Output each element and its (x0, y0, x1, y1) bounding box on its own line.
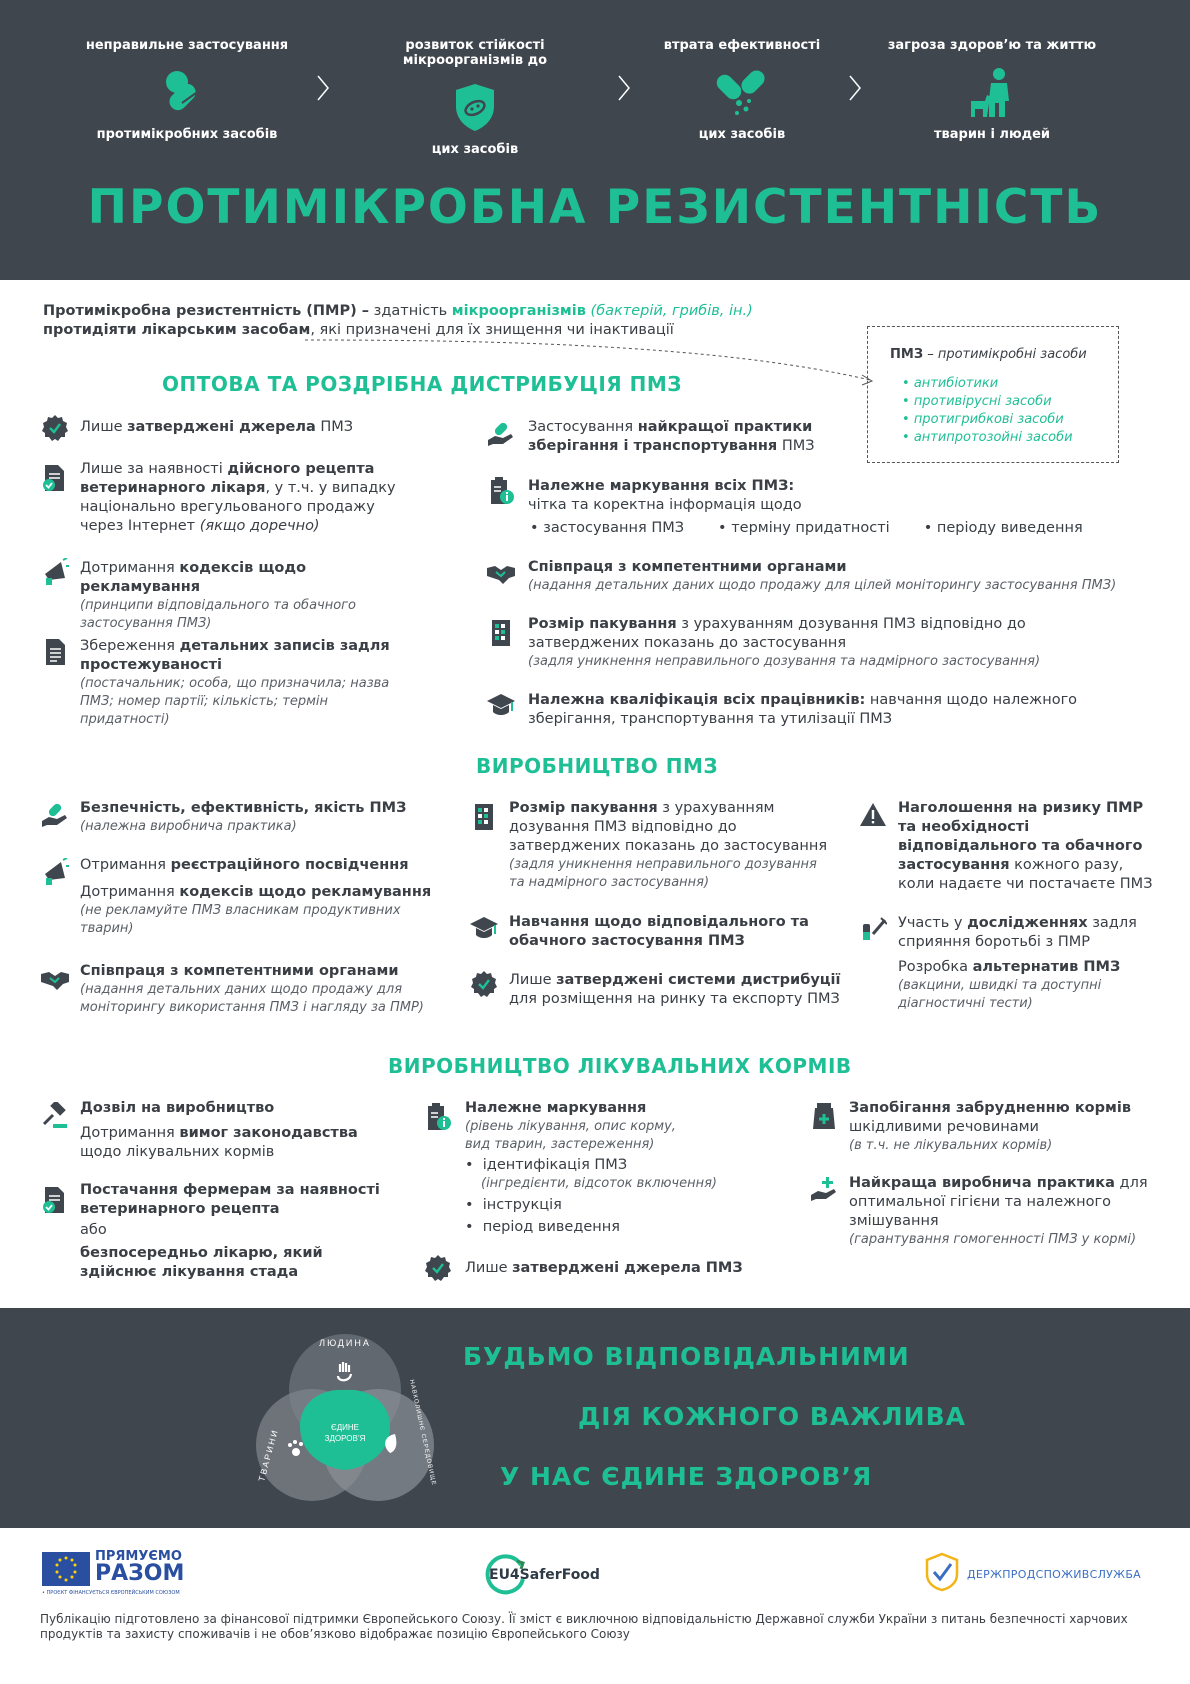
prod-col3-item-2-note: (вакцини, швидкі та доступні діагностичні тести) (898, 978, 1102, 1011)
hand-plus-icon (810, 1175, 838, 1203)
logo-pryamuemo-razom (42, 1549, 185, 1598)
feed-col3-item-2-note: (гарантування гомогенності ПМЗ у кормі) (849, 1232, 1137, 1247)
prod-col3-item-2: Участь у дослідженнях задля сприяння боротьбі з ПМР Розробка альтернатив ПМЗ (вакцини, швидкі та доступні діагностичні тести) (898, 914, 1168, 1013)
feed-col2-item-1-note: (рівень лікування, опис корму, вид тварин, застереження) (465, 1119, 676, 1152)
prod-col1-item-1-note: (належна виробнича практика) (80, 819, 297, 834)
dist-right-item-2-line: чітка та коректна інформація щодо (528, 497, 802, 513)
prod-col1-item-3-note: (надання детальних даних щодо продажу для моніторингу використання ПМЗ і нагляду за ПМР) (80, 982, 424, 1015)
dist-right-item-3: Співпраця з компетентними органами (надання детальних даних щодо продажу для цілей моніторингу застосування ПМЗ) (528, 558, 1168, 595)
label-info-icon (487, 477, 515, 505)
feed-col3-item-1-note: (в т.ч. не лікувальних кормів) (849, 1138, 1053, 1153)
handshake-icon (41, 964, 69, 992)
list-item: • антипротозойні засоби (902, 429, 1073, 447)
feed-col3-item-1: Запобігання забрудненню кормів шкідливими речовинами (в т.ч. не лікувальних кормів) (849, 1099, 1169, 1155)
prod-col1-item-3: Співпраця з компетентними органами (надання детальних даних щодо продажу для моніторингу використання ПМЗ і нагляду за ПМР) (80, 962, 460, 1017)
definition-bold: протидіяти лікарським засобам (43, 322, 311, 338)
definition-rest: , які призначені для їх знищення чи інактивації (310, 322, 674, 338)
shield-check-icon (925, 1552, 959, 1592)
definition-micro: мікроорганізмів (451, 303, 586, 319)
feed-col1-item-1: Дозвіл на виробництво Дотримання вимог законодавства щодо лікувальних кормів (80, 1099, 380, 1162)
prod-col2-item-1: Розмір пакування з урахуванням дозування ПМЗ відповідно до затверджених показань до застосування (задля уникнення неправильного дозування та надмірного застосування) (509, 800, 828, 890)
section-title-feed: ВИРОБНИЦТВО ЛІКУВАЛЬНИХ КОРМІВ (388, 1054, 852, 1078)
prod-col2-item-1-note: (задля уникнення неправильного дозування та надмірного застосування) (509, 857, 817, 890)
handshake-icon (487, 558, 515, 586)
broken-pill-icon (715, 65, 769, 119)
definition-text: здатність (369, 303, 452, 319)
logo-derzhprodspozhyvsluzhba (925, 1550, 1155, 1596)
feed-col1-item-1-line2: Дотримання вимог законодавства щодо лікувальних кормів (80, 1125, 358, 1160)
prod-col2-item-2: Навчання щодо відповідального та обачного застосування ПМЗ (509, 914, 809, 949)
venn-center-label-1: ЄДИНЕ (330, 1423, 360, 1432)
prod-col3-item-1: Наголошення на ризику ПМР та необхідності відповідального та обачного застосування кожного разу, коли надаєте чи постачаєте ПМЗ (898, 800, 1153, 892)
prod-col2-item-3: Лише затверджені системи дистрибуції для розміщення на ринку та експорту ПМЗ (509, 972, 841, 1007)
definition-micro-note: (бактерій, грибів, ін.) (585, 303, 753, 319)
definition-term: Протимікробна резистентність (ПМР) – (43, 303, 370, 319)
flow-step-3-top: втрата ефективності (663, 38, 821, 53)
one-health-venn-diagram (250, 1330, 440, 1515)
flow-step-1 (57, 38, 317, 142)
section-title-production: ВИРОБНИЦТВО ПМЗ (476, 754, 719, 778)
flow-step-4 (862, 38, 1122, 142)
venn-label-animals: ТВАРИНИ (256, 1427, 280, 1483)
flow-step-1-bottom: протимікробних засобів (96, 127, 278, 142)
flow-step-2 (345, 38, 605, 157)
logo-line-1: ПРЯМУЄМО (95, 1549, 182, 1564)
pmz-list (902, 375, 1073, 447)
dist-left-item-1: Лише затверджені джерела ПМЗ (80, 419, 354, 435)
flow-step-4-top: загроза здоров’ю та життю (887, 38, 1097, 53)
chevron-right-icon (848, 74, 862, 102)
dist-left-item-2: Лише за наявності дійсного рецепта ветеринарного лікаря, у т.ч. у випадку національно врегульованого продажу через Інтернет (якщо доречно) (80, 461, 396, 534)
prescription-check-icon (41, 1186, 69, 1214)
section-title-distribution: ОПТОВА ТА РОЗДРІБНА ДИСТРИБУЦІЯ ПМЗ (162, 372, 682, 396)
flow-step-2-top: розвиток стійкості мікроорганізмів до (402, 38, 548, 68)
dist-right-item-4-note: (задля уникнення неправильного дозування та надмірного застосування) (528, 654, 1041, 669)
dist-left-item-3-note: (принципи відповідального та обачного застосування ПМЗ) (80, 598, 356, 631)
flow-step-3-bottom: цих засобів (698, 127, 786, 142)
feed-col2-item-1: Належне маркування (рівень лікування, опис корму, вид тварин, застереження) • ідентифікація ПМЗ (інгредієнти, відсоток включення) • інструкція • період виведення (465, 1099, 765, 1237)
hand-pill-icon (41, 801, 69, 829)
page-title: ПРОТИМІКРОБНА РЕЗИСТЕНТНІСТЬ (87, 180, 1103, 235)
eu-flag-icon (42, 1552, 90, 1586)
pmz-definition-box (867, 326, 1119, 463)
dist-right-item-5: Належна кваліфікація всіх працівників: навчання щодо належного зберігання, транспортування та утилізації ПМЗ (528, 692, 1078, 727)
label-info-icon (424, 1103, 452, 1131)
logo-line-2: РАЗОМ (95, 1561, 185, 1586)
logo-text: EU4SaferFood (489, 1567, 600, 1583)
test-tube-icon (859, 914, 887, 942)
feed-col1-item-2-line3: безпосередньо лікарю, який здійснює лікування стада (80, 1245, 323, 1280)
feed-col2-list (465, 1156, 765, 1237)
slogan-3: У НАС ЄДИНЕ ЗДОРОВ’Я (500, 1462, 873, 1491)
pills-icon (160, 65, 214, 119)
package-size-icon (487, 619, 515, 647)
dist-left-item-3: Дотримання кодексів щодо рекламування (принципи відповідального та обачного застосування ПМЗ) (80, 559, 420, 633)
logo-text: ДЕРЖПРОДСПОЖИВСЛУЖБА (967, 1568, 1141, 1581)
feed-col2-item-2: Лише затверджені джерела ПМЗ (465, 1260, 743, 1276)
venn-label-human: ЛЮДИНА (319, 1338, 371, 1348)
dist-right-item-1: Застосування найкращої практики зберігання і транспортування ПМЗ (528, 419, 815, 454)
prescription-check-icon (41, 464, 69, 492)
flow-step-3 (612, 38, 872, 142)
package-size-icon (470, 803, 498, 831)
feed-col3-item-2: Найкраща виробнича практика для оптимальної гігієни та належного змішування (гарантування гомогенності ПМЗ у кормі) (849, 1174, 1169, 1249)
megaphone-icon (41, 558, 69, 586)
list-item: • протигрибкові засоби (902, 411, 1073, 429)
dist-left-item-4-note: (постачальник; особа, що призначила; назва ПМЗ; номер партії; кількість; термін придатності) (80, 676, 390, 727)
logo-small-text: • ПРОЄКТ ФІНАНСУЄТЬСЯ ЄВРОПЕЙСЬКИМ СОЮЗОМ (42, 1590, 180, 1596)
list-item-note: (інгредієнти, відсоток включення) (481, 1176, 717, 1191)
prod-col1-item-2: Отримання реєстраційного посвідчення Дотримання кодексів щодо рекламування (не рекламуйте ПМЗ власникам продуктивних тварин) (80, 856, 450, 938)
person-animal-icon (965, 65, 1019, 119)
prod-col3-item-2-line2: Розробка альтернатив ПМЗ (898, 959, 1121, 975)
prod-col1-item-2-line2: Дотримання кодексів щодо рекламування (80, 884, 432, 900)
list-item: • противірусні засоби (902, 393, 1073, 411)
check-badge-icon (424, 1254, 452, 1282)
graduation-cap-icon (487, 691, 515, 719)
document-records-icon (41, 638, 69, 666)
logo-eu4saferfood (483, 1553, 633, 1597)
check-badge-icon (470, 970, 498, 998)
footer-disclaimer: Публікацію підготовлено за фінансової підтримки Європейського Союзу. Її зміст є виключною відповідальністю Державної служби України з питань безпечності харчових продуктів та захисту споживачів і не обов’язково відображає позицію Європейського Союзу (40, 1612, 1128, 1641)
list-item: • антибіотики (902, 375, 1073, 393)
dist-right-item-3-note: (надання детальних даних щодо продажу для цілей моніторингу застосування ПМЗ) (528, 578, 1117, 593)
pmz-box-head: ПМЗ – протимікробні засоби (890, 347, 1087, 362)
list-item: • період виведення (465, 1219, 620, 1235)
list-item: • інструкція (465, 1197, 562, 1213)
hand-pill-icon (487, 420, 515, 448)
megaphone-icon (41, 858, 69, 886)
prod-col1-item-1: Безпечність, ефективність, якість ПМЗ (належна виробнича практика) (80, 799, 440, 836)
gavel-icon (41, 1102, 69, 1130)
prod-col1-item-2-note: (не рекламуйте ПМЗ власникам продуктивних тварин) (80, 903, 401, 936)
slogan-1: БУДЬМО ВІДПОВІДАЛЬНИМИ (463, 1342, 910, 1371)
venn-center-label-2: ЗДОРОВ’Я (324, 1434, 366, 1443)
flow-step-1-top: неправильне застосування (85, 38, 289, 53)
dist-right-item-4: Розмір пакування з урахуванням дозування ПМЗ відповідно до затверджених показань до застосування (задля уникнення неправильного дозування та надмірного застосування) (528, 615, 1128, 671)
list-item: • ідентифікація ПМЗ (465, 1157, 628, 1173)
dist-right-item-2: Належне маркування всіх ПМЗ: чітка та коректна інформація щодо • застосування ПМЗ • терміну придатності • періоду виведення (528, 477, 1148, 538)
feed-col1-item-2: Постачання фермерам за наявності ветеринарного рецепта або безпосередньо лікарю, який здійснює лікування стада (80, 1181, 390, 1282)
slogan-2: ДІЯ КОЖНОГО ВАЖЛИВА (578, 1402, 966, 1431)
flow-step-4-bottom: тварин і людей (933, 127, 1051, 142)
check-badge-icon (41, 414, 69, 442)
chevron-right-icon (316, 74, 330, 102)
shield-bacteria-icon (448, 80, 502, 134)
venn-label-environment: НАВКОЛИШНЄ СЕРЕДОВИЩЕ (408, 1379, 437, 1487)
graduation-cap-icon (470, 914, 498, 942)
feed-col1-item-2-or: або (80, 1222, 107, 1238)
warning-icon (859, 801, 887, 829)
dist-left-item-4: Збереження детальних записів задля простежуваності (постачальник; особа, що призначила; назва ПМЗ; номер партії; кількість; термін придатності) (80, 637, 420, 729)
feed-bag-icon (810, 1102, 838, 1130)
flow-step-2-bottom: цих засобів (431, 142, 519, 157)
dist-right-item-2-bullets: • застосування ПМЗ • терміну придатності • періоду виведення (530, 520, 1083, 536)
